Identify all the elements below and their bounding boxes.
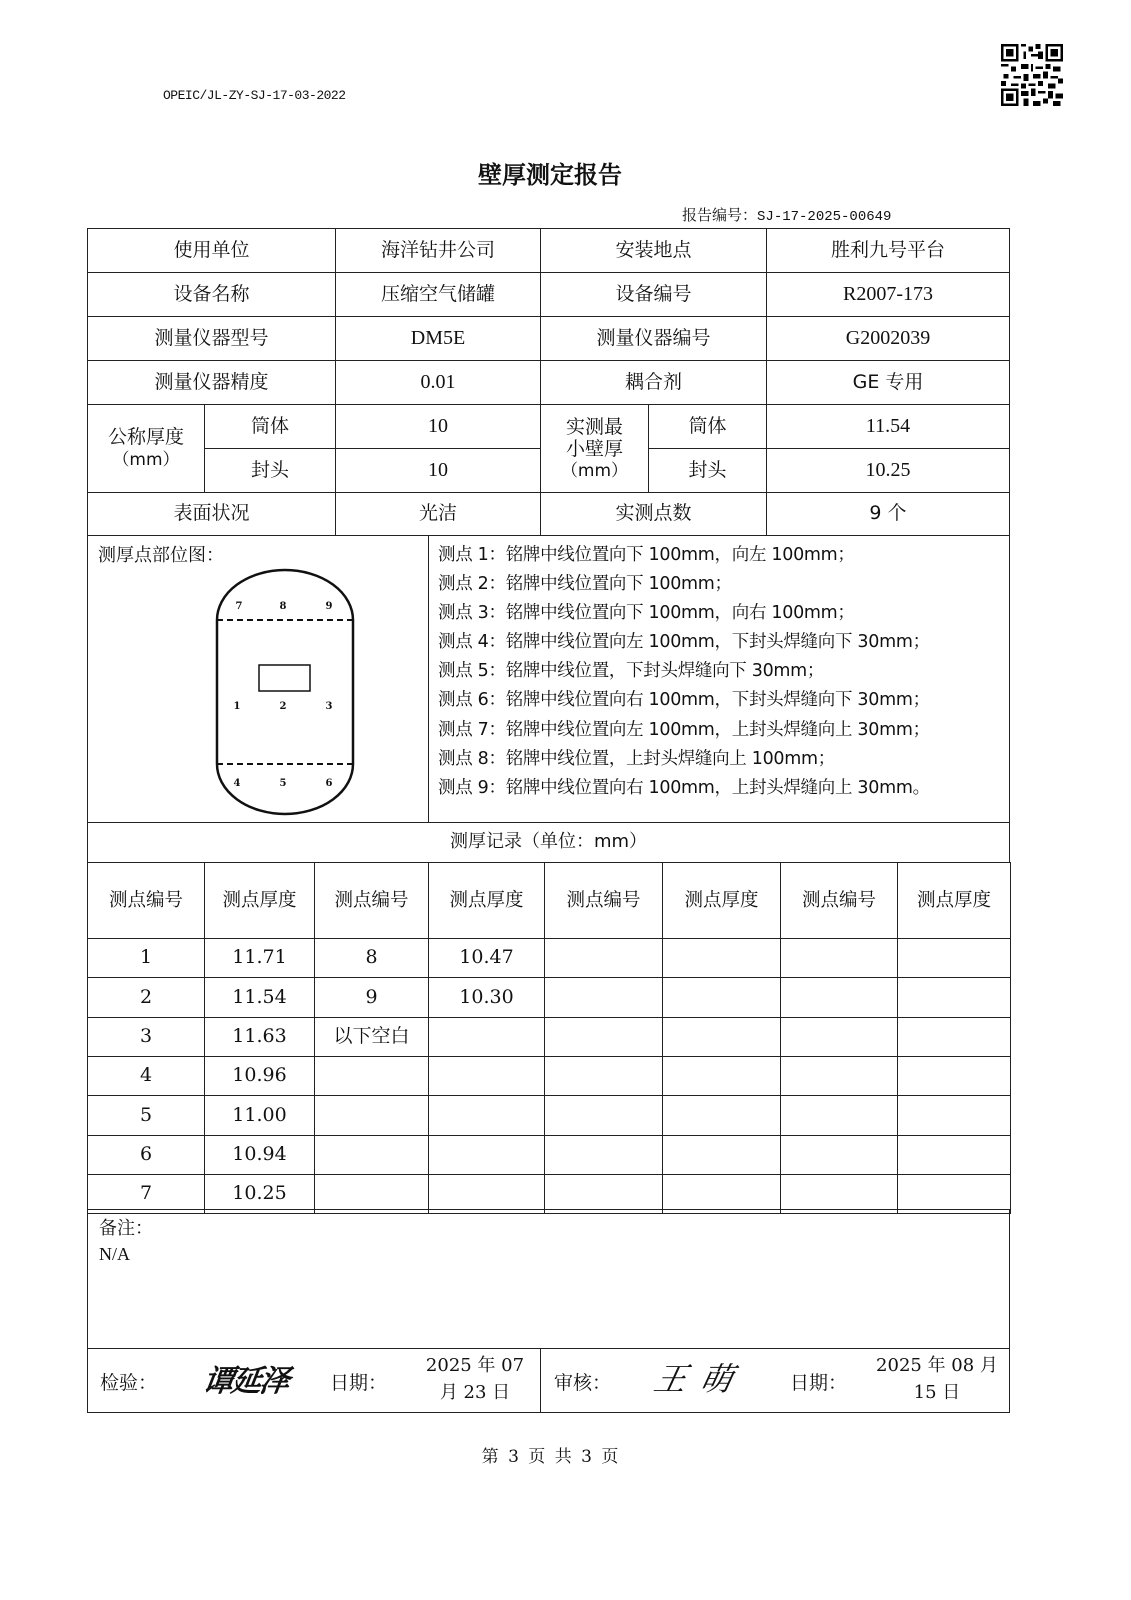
qr-code-icon xyxy=(1001,44,1063,106)
report-number xyxy=(682,204,891,225)
point-label: 9 xyxy=(325,601,333,612)
record-header-cell: 测点厚度 xyxy=(897,862,1011,939)
record-thickness xyxy=(428,1135,545,1175)
record-thickness xyxy=(897,1174,1011,1214)
review-date-line-2: 15 日 xyxy=(913,1382,961,1403)
review-date-label: 日期： xyxy=(790,1372,848,1394)
page-number: 第 3 页 共 3 页 xyxy=(481,1447,619,1467)
record-thickness: 10.47 xyxy=(428,938,545,978)
record-thickness xyxy=(897,1095,1011,1136)
point-label: 5 xyxy=(279,778,287,789)
record-point-no xyxy=(780,1135,898,1175)
record-point-no xyxy=(544,1056,663,1096)
record-thickness xyxy=(897,1017,1011,1057)
page-title: 壁厚测定报告 xyxy=(478,161,622,189)
couplant-label: 耦合剂 xyxy=(540,360,767,405)
point-label: 3 xyxy=(325,701,333,712)
record-point-no xyxy=(780,938,898,978)
record-thickness xyxy=(897,1135,1011,1175)
point-description: 测点 3：铭牌中线位置向下 100mm，向右 100mm； xyxy=(438,603,855,624)
nameplate-rect xyxy=(259,665,310,691)
record-thickness: 11.63 xyxy=(204,1017,315,1057)
record-point-no: 5 xyxy=(87,1095,205,1136)
record-thickness xyxy=(662,1174,781,1214)
review-label: 审核： xyxy=(554,1372,612,1394)
inspect-date-label: 日期： xyxy=(330,1372,388,1394)
report-number-label: 报告编号： xyxy=(682,206,758,224)
user-unit-value: 海洋钻井公司 xyxy=(335,228,541,273)
point-description: 测点 6：铭牌中线位置向右 100mm，下封头焊缝向下 30mm； xyxy=(438,690,930,711)
instrument-no-value: G2002039 xyxy=(766,316,1010,361)
min-head-label: 封头 xyxy=(648,448,767,493)
equipment-name-value: 压缩空气储罐 xyxy=(335,272,541,317)
inspector-signature: 谭延泽 xyxy=(201,1364,290,1399)
point-description: 测点 8：铭牌中线位置，上封头焊缝向上 100mm； xyxy=(438,748,835,769)
record-point-no xyxy=(544,1095,663,1136)
equipment-no-label: 设备编号 xyxy=(540,272,767,317)
point-description: 测点 7：铭牌中线位置向左 100mm，上封头焊缝向上 30mm； xyxy=(438,719,930,740)
record-title: 测厚记录（单位：mm） xyxy=(87,822,1010,863)
record-header-cell: 测点厚度 xyxy=(428,862,545,939)
record-point-no xyxy=(780,977,898,1018)
min-thickness-label-1: 实测最 xyxy=(565,415,623,438)
user-unit-label: 使用单位 xyxy=(87,228,336,273)
record-header-cell: 测点厚度 xyxy=(662,862,781,939)
record-point-no xyxy=(780,1174,898,1214)
record-thickness xyxy=(662,977,781,1018)
point-label: 2 xyxy=(279,701,287,712)
record-point-no: 9 xyxy=(314,977,429,1018)
precision-value: 0.01 xyxy=(335,360,541,405)
min-shell-value: 11.54 xyxy=(766,404,1010,449)
nominal-shell-label: 筒体 xyxy=(204,404,336,449)
diagram-label: 测厚点部位图： xyxy=(98,545,224,566)
record-thickness xyxy=(662,938,781,978)
record-thickness xyxy=(428,1174,545,1214)
reviewer-signature: 王萌 xyxy=(650,1360,751,1398)
record-thickness xyxy=(428,1056,545,1096)
equipment-no-value: R2007-173 xyxy=(766,272,1010,317)
record-thickness xyxy=(662,1095,781,1136)
equipment-name-label: 设备名称 xyxy=(87,272,336,317)
record-point-no: 6 xyxy=(87,1135,205,1175)
point-label: 7 xyxy=(235,601,243,612)
point-description: 测点 5：铭牌中线位置，下封头焊缝向下 30mm； xyxy=(438,661,825,682)
record-point-no xyxy=(544,1017,663,1057)
point-description: 测点 1：铭牌中线位置向下 100mm，向左 100mm； xyxy=(438,545,855,565)
surface-label: 表面状况 xyxy=(87,492,336,536)
review-date xyxy=(864,1352,1010,1406)
point-label: 4 xyxy=(233,778,241,789)
record-point-no xyxy=(780,1017,898,1057)
precision-label: 测量仪器精度 xyxy=(87,360,336,405)
min-thickness-label-2: 小壁厚 xyxy=(565,438,623,461)
record-thickness: 11.71 xyxy=(204,938,315,978)
min-thickness-label xyxy=(540,404,649,493)
notes-value: N/A xyxy=(99,1244,130,1264)
record-point-no xyxy=(780,1095,898,1136)
record-point-no xyxy=(544,1174,663,1214)
nominal-thickness-label-text: 公称厚度 xyxy=(107,426,184,448)
point-description: 测点 9：铭牌中线位置向右 100mm，上封头焊缝向上 30mm。 xyxy=(438,777,930,798)
instrument-model-label: 测量仪器型号 xyxy=(87,316,336,361)
record-header-cell: 测点编号 xyxy=(314,862,429,939)
record-thickness xyxy=(428,1017,545,1057)
point-descriptions xyxy=(438,541,930,803)
point-description: 测点 4：铭牌中线位置向左 100mm，下封头焊缝向下 30mm； xyxy=(438,632,930,653)
review-date-line-1: 2025 年 08 月 xyxy=(876,1355,998,1376)
record-thickness: 10.96 xyxy=(204,1056,315,1096)
record-header-cell: 测点编号 xyxy=(87,862,205,939)
record-point-no xyxy=(544,938,663,978)
record-thickness xyxy=(897,977,1011,1018)
record-header-cell: 测点编号 xyxy=(780,862,898,939)
inspect-label: 检验： xyxy=(100,1372,158,1394)
point-description: 测点 2：铭牌中线位置向下 100mm； xyxy=(438,574,732,595)
record-point-no: 3 xyxy=(87,1017,205,1057)
point-label: 8 xyxy=(279,601,287,612)
inspect-date-line-1: 2025 年 07 xyxy=(425,1355,525,1376)
record-point-no xyxy=(314,1135,429,1175)
record-point-no: 1 xyxy=(87,938,205,978)
record-point-no: 以下空白 xyxy=(314,1017,429,1057)
notes-label: 备注： xyxy=(99,1218,153,1239)
min-head-value: 10.25 xyxy=(766,448,1010,493)
surface-value: 光洁 xyxy=(335,492,541,536)
record-thickness: 11.00 xyxy=(204,1095,315,1136)
location-value: 胜利九号平台 xyxy=(766,228,1010,273)
record-thickness: 10.30 xyxy=(428,977,545,1018)
location-label: 安装地点 xyxy=(540,228,767,273)
record-header-cell: 测点编号 xyxy=(544,862,663,939)
record-point-no xyxy=(544,1135,663,1175)
record-thickness xyxy=(897,1056,1011,1096)
instrument-no-label: 测量仪器编号 xyxy=(540,316,767,361)
record-thickness: 11.54 xyxy=(204,977,315,1018)
instrument-model-value: DM5E xyxy=(335,316,541,361)
record-thickness xyxy=(662,1056,781,1096)
nominal-head-label: 封头 xyxy=(204,448,336,493)
points-count-value: 9 个 xyxy=(766,492,1010,536)
vessel-diagram xyxy=(205,568,365,818)
nominal-thickness-label xyxy=(87,404,205,493)
min-shell-label: 筒体 xyxy=(648,404,767,449)
notes-cell xyxy=(87,1209,1010,1349)
record-point-no xyxy=(544,977,663,1018)
record-point-no xyxy=(314,1056,429,1096)
points-count-label: 实测点数 xyxy=(540,492,767,536)
report-number-value: SJ-17-2025-00649 xyxy=(757,209,892,225)
nominal-shell-value: 10 xyxy=(335,404,541,449)
document-code: OPEIC/JL-ZY-SJ-17-03-2022 xyxy=(163,88,346,103)
record-thickness xyxy=(662,1017,781,1057)
record-point-no: 2 xyxy=(87,977,205,1018)
record-thickness: 10.25 xyxy=(204,1174,315,1214)
inspect-date-line-2: 月 23 日 xyxy=(439,1382,511,1403)
couplant-value: GE 专用 xyxy=(766,360,1010,405)
record-thickness xyxy=(662,1135,781,1175)
record-point-no: 4 xyxy=(87,1056,205,1096)
inspect-date xyxy=(414,1352,536,1406)
nominal-thickness-unit: （mm） xyxy=(112,449,180,470)
record-point-no: 7 xyxy=(87,1174,205,1214)
record-header-cell: 测点厚度 xyxy=(204,862,315,939)
record-point-no: 8 xyxy=(314,938,429,978)
record-point-no xyxy=(314,1095,429,1136)
point-label: 6 xyxy=(325,778,333,789)
record-thickness xyxy=(428,1095,545,1136)
nominal-head-value: 10 xyxy=(335,448,541,493)
record-point-no xyxy=(780,1056,898,1096)
record-thickness xyxy=(897,938,1011,978)
record-thickness: 10.94 xyxy=(204,1135,315,1175)
record-point-no xyxy=(314,1174,429,1214)
min-thickness-unit: （mm） xyxy=(560,461,629,482)
point-label: 1 xyxy=(233,701,241,712)
